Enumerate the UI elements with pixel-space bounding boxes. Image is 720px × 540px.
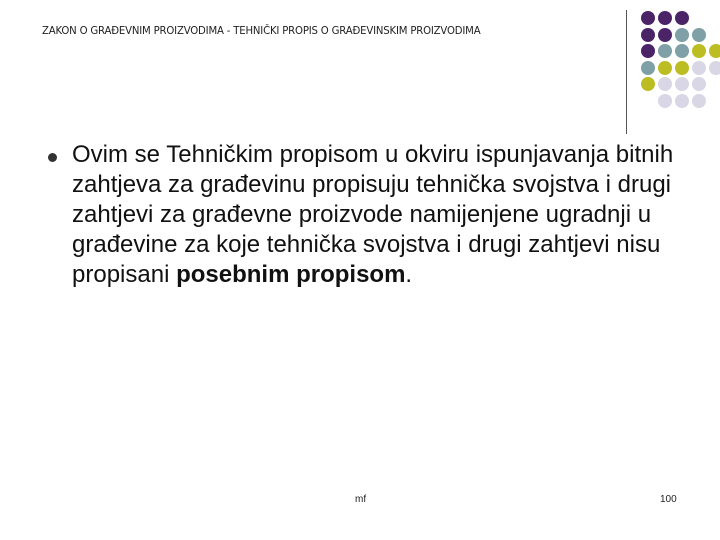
decorative-dot bbox=[641, 28, 655, 42]
decorative-dot bbox=[641, 77, 655, 91]
bullet-marker bbox=[48, 153, 57, 162]
decorative-dot bbox=[675, 77, 689, 91]
decorative-dot bbox=[658, 11, 672, 25]
bullet-text-end: . bbox=[405, 261, 413, 288]
decorative-dot bbox=[709, 44, 720, 58]
decorative-dot bbox=[692, 44, 706, 58]
decorative-dot bbox=[641, 61, 655, 75]
decorative-dot bbox=[692, 28, 706, 42]
decorative-dot bbox=[709, 61, 720, 75]
decorative-dot bbox=[675, 28, 689, 42]
decorative-dot bbox=[692, 61, 706, 75]
header-title: ZAKON O GRAĐEVNIM PROIZVODIMA - TEHNIČKI PROPIS O GRAĐEVINSKIM PROIZVODIMA bbox=[42, 24, 481, 37]
footer-page-number: 100 bbox=[660, 494, 677, 505]
decorative-dot bbox=[658, 44, 672, 58]
decorative-dot bbox=[675, 94, 689, 108]
footer-author: mf bbox=[355, 494, 367, 505]
decorative-dot-grid bbox=[0, 0, 720, 140]
decorative-dot bbox=[692, 77, 706, 91]
decorative-dot bbox=[692, 94, 706, 108]
decorative-dot bbox=[658, 28, 672, 42]
decorative-dot bbox=[675, 44, 689, 58]
decorative-dot bbox=[675, 11, 689, 25]
bullet-text-main: Ovim se Tehničkim propisom u okviru ispunjavanja bitnih zahtjeva za građevinu propisuju tehnička svojstva i drugi zahtjevi za građevne proizvode namijenjene ugradnji u građevine za koje tehnička svojstva i drugi zahtjevi nisu propisani bbox=[72, 141, 674, 288]
decorative-dot bbox=[675, 61, 689, 75]
decorative-dot bbox=[658, 61, 672, 75]
decorative-dot bbox=[641, 44, 655, 58]
header-divider-line bbox=[626, 10, 627, 134]
bullet-text-bold: posebnim propisom bbox=[176, 261, 406, 288]
decorative-dot bbox=[658, 94, 672, 108]
decorative-dot bbox=[641, 11, 655, 25]
bullet-paragraph bbox=[72, 140, 692, 290]
decorative-dot bbox=[658, 77, 672, 91]
